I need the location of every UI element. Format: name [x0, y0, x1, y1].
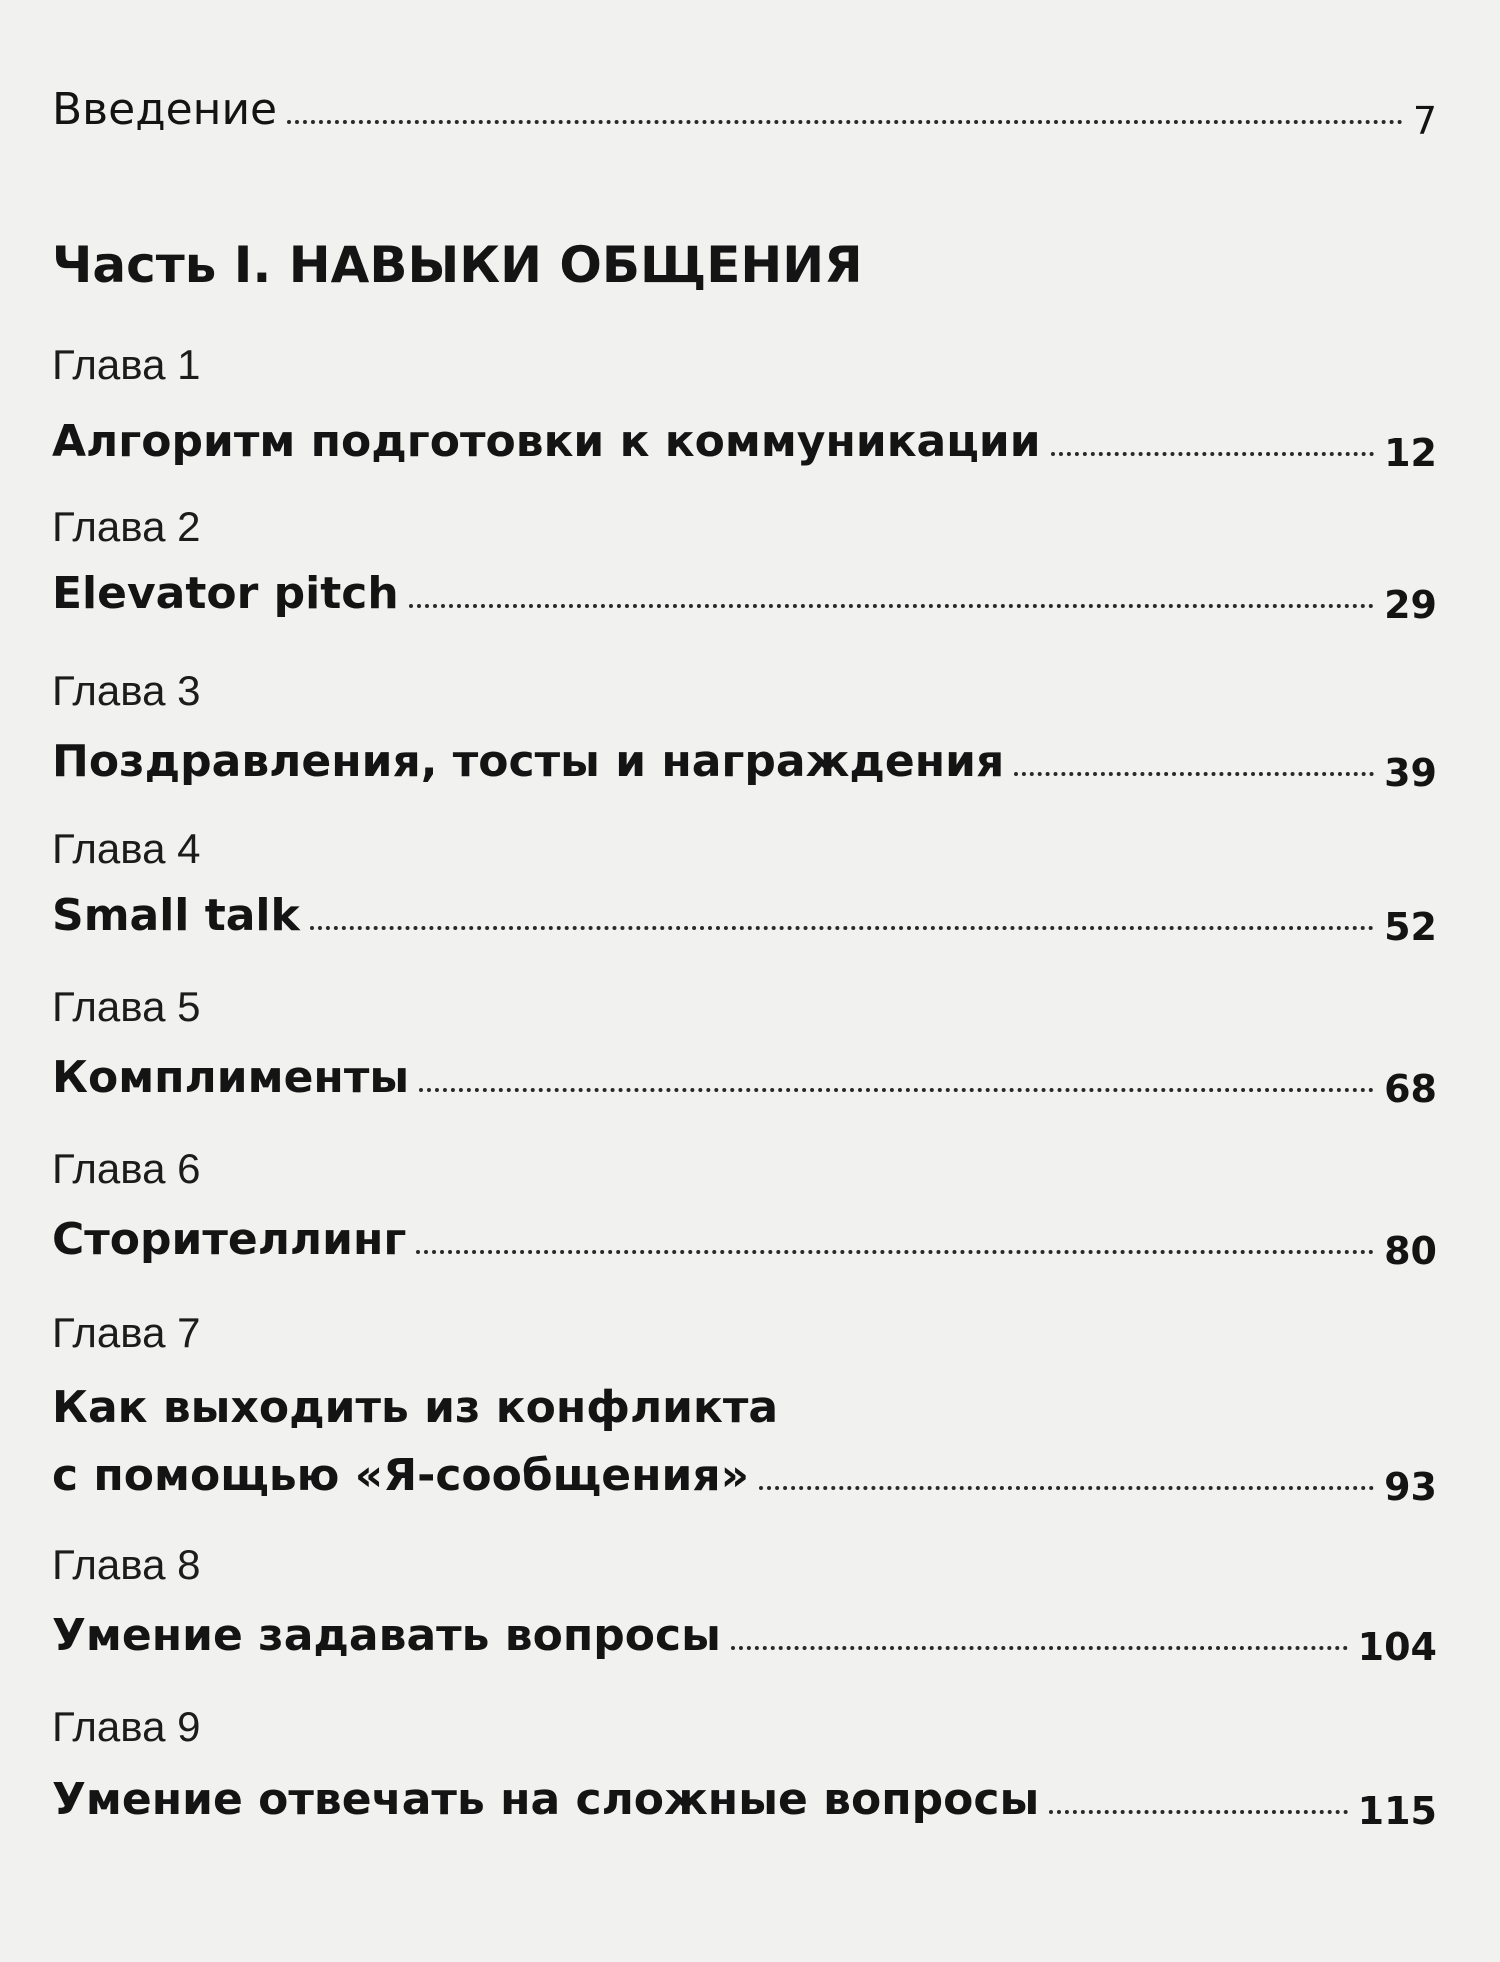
toc-entry-chapter-2: [52, 568, 1437, 627]
toc-entry-chapter-4: [52, 890, 1437, 949]
dot-leader: [287, 120, 1403, 124]
toc-entry-page: 68: [1384, 1067, 1437, 1111]
toc-entry-page: 7: [1412, 99, 1437, 143]
dot-leader: [759, 1486, 1374, 1490]
dot-leader: [409, 604, 1374, 608]
toc-entry-chapter-3: [52, 736, 1437, 795]
toc-entry-chapter-7: [52, 1450, 1437, 1509]
chapter-label: Глава 8: [52, 1541, 201, 1588]
toc-entry-title: Elevator pitch: [52, 568, 399, 619]
toc-entry-page: 115: [1357, 1789, 1437, 1833]
toc-entry-title-line-2: с помощью «Я-сообщения»: [52, 1450, 749, 1501]
chapter-label: Глава 1: [52, 341, 201, 388]
toc-entry-title: Введение: [52, 84, 278, 135]
toc-entry-title: Умение отвечать на сложные вопросы: [52, 1774, 1040, 1825]
toc-entry-page: 39: [1384, 751, 1437, 795]
toc-entry-chapter-5: [52, 1052, 1437, 1111]
chapter-label: Глава 3: [52, 667, 201, 714]
dot-leader: [731, 1646, 1348, 1650]
toc-entry-title: Сторителлинг: [52, 1214, 407, 1265]
dot-leader: [1049, 1810, 1347, 1814]
toc-entry-title-line-1: Как выходить из конфликта: [52, 1382, 779, 1433]
toc-entry-title: Комплименты: [52, 1052, 410, 1103]
toc-entry-chapter-1: [52, 416, 1437, 475]
toc-entry-title: Поздравления, тосты и награждения: [52, 736, 1005, 787]
chapter-label: Глава 7: [52, 1309, 201, 1356]
toc-entry-chapter-9: [52, 1774, 1437, 1833]
toc-entry-chapter-8: [52, 1610, 1437, 1669]
chapter-label: Глава 9: [52, 1703, 201, 1750]
part-heading: Часть I. НАВЫКИ ОБЩЕНИЯ: [52, 236, 863, 294]
toc-entry-page: 93: [1384, 1465, 1437, 1509]
toc-entry-page: 29: [1384, 583, 1437, 627]
toc-entry-intro: [52, 84, 1437, 143]
chapter-label: Глава 2: [52, 503, 201, 550]
dot-leader: [1014, 772, 1374, 776]
toc-entry-title: Умение задавать вопросы: [52, 1610, 721, 1661]
dot-leader: [1051, 452, 1375, 456]
toc-entry-title: Small talk: [52, 890, 300, 941]
dot-leader: [419, 1088, 1374, 1092]
toc-entry-page: 80: [1384, 1229, 1437, 1273]
dot-leader: [416, 1250, 1374, 1254]
toc-entry-chapter-6: [52, 1214, 1437, 1273]
toc-entry-page: 104: [1357, 1625, 1437, 1669]
chapter-label: Глава 6: [52, 1145, 201, 1192]
toc-entry-page: 52: [1384, 905, 1437, 949]
chapter-label: Глава 4: [52, 825, 201, 872]
chapter-label: Глава 5: [52, 983, 201, 1030]
toc-entry-title: Алгоритм подготовки к коммуникации: [52, 416, 1041, 467]
dot-leader: [310, 926, 1374, 930]
toc-entry-page: 12: [1384, 431, 1437, 475]
